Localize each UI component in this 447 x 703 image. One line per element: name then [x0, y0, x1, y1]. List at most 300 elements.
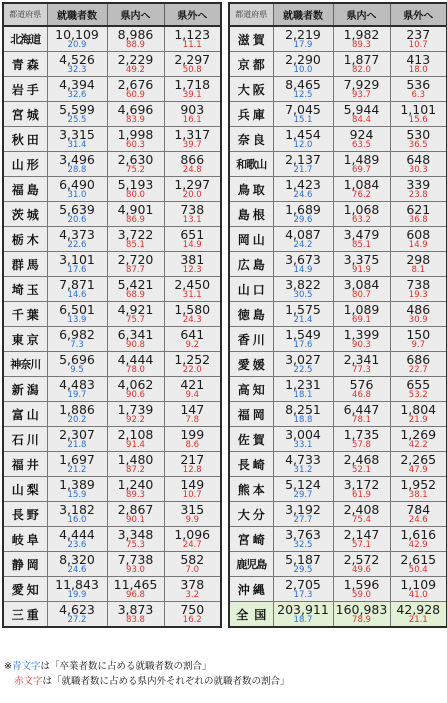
in-pref-value: 3,722: [117, 227, 154, 242]
in-pref-cell: [107, 227, 164, 252]
in-pref-percent: 90.8: [126, 340, 145, 350]
note-blue-word: 青文字: [11, 661, 41, 672]
out-pref-percent: 42.9: [408, 540, 428, 550]
table-row: [3, 77, 221, 102]
note-red-word: 赤文字: [14, 676, 43, 687]
table-row: [229, 177, 447, 202]
table-row: [229, 527, 447, 552]
out-pref-cell: [164, 427, 221, 452]
out-pref-cell: [164, 527, 221, 552]
in-pref-percent: 60.9: [126, 90, 145, 100]
out-pref-cell: [164, 352, 221, 377]
employed-percent: 21.7: [293, 165, 313, 175]
in-pref-percent: 80.7: [352, 290, 371, 300]
in-pref-cell: [333, 427, 390, 452]
out-pref-value: 536: [406, 77, 431, 92]
prefecture-cell: 長崎: [229, 452, 273, 477]
employed-value: 8,320: [59, 552, 95, 567]
in-pref-percent: 80.0: [126, 190, 145, 200]
in-pref-value: 4,696: [117, 102, 154, 117]
out-pref-value: 339: [406, 177, 431, 192]
in-pref-cell: [333, 527, 390, 552]
out-pref-percent: 36.5: [408, 140, 428, 150]
prefecture-cell: 山形: [3, 152, 47, 177]
employed-cell: [273, 377, 333, 402]
note-red-text: は「就職者数に占める県内外それぞれの就職者数の割合」: [42, 676, 290, 687]
employed-cell: [273, 477, 333, 502]
in-pref-value: 2,147: [343, 527, 380, 542]
in-pref-percent: 69.1: [352, 315, 371, 325]
in-pref-cell: [107, 502, 164, 527]
in-pref-value: 2,341: [343, 352, 380, 367]
out-pref-value: 298: [406, 252, 431, 267]
prefecture-cell: 愛媛: [229, 352, 273, 377]
employed-value: 1,697: [59, 452, 95, 467]
employed-cell: [273, 102, 333, 127]
out-pref-percent: 30.3: [408, 165, 428, 175]
table-row: [229, 502, 447, 527]
employed-cell: [47, 227, 107, 252]
employed-percent: 16.0: [67, 515, 87, 525]
in-pref-value: 11,465: [113, 577, 158, 592]
in-pref-percent: 77.3: [352, 365, 371, 375]
employed-percent: 14.9: [293, 265, 313, 275]
employed-value: 3,101: [59, 252, 95, 267]
table-row: [229, 402, 447, 427]
out-pref-value: 217: [180, 452, 205, 467]
employed-percent: 14.6: [67, 290, 87, 300]
employed-cell: [47, 527, 107, 552]
in-pref-cell: [107, 552, 164, 577]
notes: [4, 659, 444, 689]
employed-value: 8,251: [285, 402, 321, 417]
out-pref-cell: [164, 152, 221, 177]
employed-value: 2,290: [285, 52, 321, 67]
prefecture-cell: 新潟: [3, 377, 47, 402]
in-pref-percent: 63.2: [352, 215, 371, 225]
in-pref-value: 6,447: [343, 402, 380, 417]
in-pref-cell: [107, 52, 164, 77]
out-pref-percent: 22.0: [182, 365, 202, 375]
table-row: [3, 452, 221, 477]
out-pref-cell: [164, 52, 221, 77]
employed-value: 3,027: [285, 352, 321, 367]
in-pref-percent: 89.3: [352, 40, 371, 50]
in-pref-value: 1,084: [343, 177, 380, 192]
out-pref-value: 1,269: [400, 427, 437, 442]
out-pref-value: 1,297: [174, 177, 211, 192]
employed-percent: 24.6: [67, 565, 87, 575]
table-row: [3, 477, 221, 502]
employed-cell: [273, 527, 333, 552]
out-pref-cell: [164, 452, 221, 477]
in-pref-cell: [107, 102, 164, 127]
employed-value: 4,394: [59, 77, 95, 92]
prefecture-cell: 福岡: [229, 402, 273, 427]
out-pref-percent: 53.2: [408, 390, 428, 400]
prefecture-cell: 東京: [3, 327, 47, 352]
in-pref-cell: [107, 477, 164, 502]
out-pref-cell: [164, 552, 221, 577]
in-pref-percent: 52.1: [352, 465, 371, 475]
out-pref-percent: 23.8: [408, 190, 428, 200]
employed-value: 6,982: [59, 327, 95, 342]
out-pref-value: 2,615: [400, 552, 437, 567]
in-pref-cell: [333, 252, 390, 277]
out-pref-cell: [390, 77, 447, 102]
out-pref-percent: 41.0: [408, 590, 428, 600]
employed-value: 3,822: [285, 277, 321, 292]
prefecture-cell: 福井: [3, 452, 47, 477]
employed-percent: 21.2: [67, 465, 87, 475]
out-pref-cell: [164, 302, 221, 327]
employed-cell: [273, 352, 333, 377]
out-pref-value: 149: [180, 477, 205, 492]
table-row: [229, 427, 447, 452]
out-pref-value: 147: [180, 402, 205, 417]
out-pref-percent: 21.1: [408, 615, 428, 625]
prefecture-cell: 静岡: [3, 552, 47, 577]
prefecture-cell: 群馬: [3, 252, 47, 277]
in-pref-percent: 78.0: [126, 365, 145, 375]
out-pref-cell: [390, 177, 447, 202]
employed-cell: [273, 402, 333, 427]
out-pref-value: 2,265: [400, 452, 437, 467]
employed-cell: [47, 102, 107, 127]
prefecture-cell: 長野: [3, 502, 47, 527]
in-pref-value: 160,983: [335, 602, 388, 617]
employed-value: 4,526: [59, 52, 95, 67]
table-row: [3, 227, 221, 252]
out-pref-value: 738: [180, 202, 205, 217]
in-pref-value: 2,108: [117, 427, 154, 442]
in-pref-value: 2,720: [117, 252, 154, 267]
in-pref-value: 8,986: [117, 27, 154, 42]
in-pref-value: 6,341: [117, 327, 154, 342]
in-pref-value: 1,735: [343, 427, 380, 442]
employed-cell: [47, 177, 107, 202]
table-row: [3, 202, 221, 227]
table-row: [3, 502, 221, 527]
employed-cell: [47, 552, 107, 577]
out-pref-value: 903: [180, 102, 205, 117]
prefecture-cell: 秋田: [3, 127, 47, 152]
table-row: [3, 427, 221, 452]
in-pref-value: 2,630: [117, 152, 154, 167]
in-pref-cell: [107, 352, 164, 377]
employed-cell: [47, 127, 107, 152]
in-pref-value: 1,068: [343, 202, 380, 217]
out-pref-cell: [390, 577, 447, 602]
employed-percent: 31.0: [67, 190, 87, 200]
prefecture-cell: 滋賀: [229, 26, 273, 52]
out-pref-value: 651: [180, 227, 205, 242]
prefecture-cell: 山梨: [3, 477, 47, 502]
in-pref-percent: 90.6: [126, 390, 145, 400]
out-pref-percent: 31.1: [182, 290, 202, 300]
employed-value: 2,705: [285, 577, 321, 592]
prefecture-cell: 神奈川: [3, 352, 47, 377]
employed-percent: 7.3: [70, 340, 84, 350]
out-pref-value: 199: [180, 427, 205, 442]
table-row: [229, 102, 447, 127]
out-pref-cell: [164, 77, 221, 102]
out-pref-cell: [390, 277, 447, 302]
out-pref-percent: 16.1: [182, 115, 202, 125]
in-pref-value: 3,873: [117, 602, 154, 617]
employed-cell: [273, 177, 333, 202]
in-pref-percent: 88.9: [126, 40, 145, 50]
out-pref-percent: 8.1: [411, 265, 426, 275]
in-pref-value: 1,089: [343, 302, 380, 317]
table-row: [3, 527, 221, 552]
in-pref-cell: [107, 152, 164, 177]
in-pref-cell: [107, 577, 164, 602]
out-pref-cell: [164, 502, 221, 527]
in-pref-cell: [333, 102, 390, 127]
out-pref-percent: 13.1: [182, 215, 202, 225]
out-pref-cell: [164, 377, 221, 402]
in-pref-cell: [107, 452, 164, 477]
in-pref-value: 2,867: [117, 502, 154, 517]
employed-percent: 33.1: [293, 440, 313, 450]
in-pref-cell: [333, 127, 390, 152]
table-row: [229, 352, 447, 377]
out-pref-value: 1,252: [174, 352, 211, 367]
in-pref-percent: 78.9: [352, 615, 371, 625]
out-pref-cell: [390, 227, 447, 252]
employed-percent: 12.0: [293, 140, 313, 150]
employed-percent: 28.8: [67, 165, 87, 175]
prefecture-cell: 熊本: [229, 477, 273, 502]
in-pref-cell: [333, 452, 390, 477]
out-pref-value: 1,718: [174, 77, 211, 92]
prefecture-cell: 北海道: [3, 26, 47, 52]
out-pref-percent: 18.0: [408, 65, 428, 75]
out-pref-value: 530: [406, 127, 431, 142]
out-pref-cell: [390, 352, 447, 377]
employed-value: 4,733: [285, 452, 321, 467]
out-pref-cell: [390, 477, 447, 502]
out-pref-cell: [390, 302, 447, 327]
table-row: [3, 177, 221, 202]
out-pref-percent: 22.7: [408, 365, 428, 375]
out-pref-percent: 50.4: [408, 565, 428, 575]
table-row: [3, 327, 221, 352]
right-table: [228, 2, 447, 628]
out-pref-cell: [164, 577, 221, 602]
employed-value: 3,315: [59, 127, 95, 142]
table-row: [229, 377, 447, 402]
in-pref-cell: [107, 127, 164, 152]
header-employed: 就職者数: [273, 3, 333, 26]
prefecture-cell: 香川: [229, 327, 273, 352]
prefecture-cell: 広島: [229, 252, 273, 277]
out-pref-value: 582: [180, 552, 205, 567]
out-pref-value: 1,123: [174, 27, 211, 42]
out-pref-cell: [390, 127, 447, 152]
employed-cell: [47, 252, 107, 277]
in-pref-cell: [107, 202, 164, 227]
out-pref-value: 621: [406, 202, 431, 217]
out-pref-cell: [390, 527, 447, 552]
table-row: [229, 26, 447, 52]
in-pref-percent: 75.3: [126, 540, 145, 550]
employed-value: 1,454: [285, 127, 321, 142]
in-pref-percent: 86.9: [126, 215, 145, 225]
out-pref-value: 381: [180, 252, 205, 267]
table-row: [229, 252, 447, 277]
in-pref-cell: [333, 477, 390, 502]
in-pref-value: 2,468: [343, 452, 380, 467]
employed-percent: 10.0: [293, 65, 313, 75]
employed-value: 10,109: [55, 27, 99, 42]
employed-percent: 17.6: [67, 265, 87, 275]
employed-percent: 27.2: [67, 615, 87, 625]
in-pref-percent: 59.0: [352, 590, 371, 600]
out-pref-cell: [390, 52, 447, 77]
employed-value: 3,673: [285, 252, 321, 267]
employed-percent: 17.3: [293, 590, 313, 600]
employed-percent: 27.7: [293, 515, 313, 525]
in-pref-percent: 49.6: [352, 565, 371, 575]
in-pref-percent: 78.1: [352, 415, 371, 425]
out-pref-cell: [390, 252, 447, 277]
in-pref-percent: 57.8: [352, 440, 371, 450]
employed-value: 1,423: [285, 177, 321, 192]
header-out-pref: 県外へ: [390, 3, 447, 26]
prefecture-cell: 山口: [229, 277, 273, 302]
employed-cell: [273, 277, 333, 302]
out-pref-cell: [164, 602, 221, 628]
prefecture-cell: 宮城: [3, 102, 47, 127]
in-pref-cell: [333, 52, 390, 77]
out-pref-percent: 39.7: [182, 140, 202, 150]
out-pref-percent: 7.8: [185, 415, 200, 425]
in-pref-cell: [333, 352, 390, 377]
prefecture-cell: 兵庫: [229, 102, 273, 127]
prefecture-cell: 青森: [3, 52, 47, 77]
in-pref-percent: 90.1: [126, 515, 145, 525]
in-pref-percent: 84.4: [352, 115, 371, 125]
out-pref-percent: 7.0: [185, 565, 200, 575]
prefecture-cell: 富山: [3, 402, 47, 427]
in-pref-cell: [333, 26, 390, 52]
in-pref-percent: 49.2: [126, 65, 145, 75]
employed-percent: 29.5: [293, 565, 313, 575]
in-pref-cell: [333, 377, 390, 402]
out-pref-percent: 15.6: [408, 115, 428, 125]
out-pref-cell: [164, 127, 221, 152]
in-pref-percent: 85.1: [352, 240, 371, 250]
in-pref-cell: [107, 177, 164, 202]
table-row: [229, 152, 447, 177]
employed-cell: [273, 552, 333, 577]
employed-percent: 19.9: [67, 590, 87, 600]
employed-percent: 18.7: [293, 615, 313, 625]
in-pref-cell: [333, 202, 390, 227]
employed-value: 3,496: [59, 152, 95, 167]
employed-cell: [273, 127, 333, 152]
employed-percent: 17.9: [293, 40, 313, 50]
employed-value: 1,689: [285, 202, 321, 217]
employed-percent: 29.7: [293, 490, 313, 500]
prefecture-cell: 佐賀: [229, 427, 273, 452]
in-pref-cell: [333, 577, 390, 602]
table-row: [229, 277, 447, 302]
header-prefecture: 都道府県: [3, 3, 47, 26]
out-pref-value: 421: [180, 377, 205, 392]
employed-percent: 12.5: [293, 90, 313, 100]
table-row: [229, 477, 447, 502]
employed-cell: [273, 427, 333, 452]
out-pref-cell: [164, 477, 221, 502]
employed-value: 1,549: [285, 327, 321, 342]
out-pref-cell: [164, 202, 221, 227]
in-pref-cell: [333, 177, 390, 202]
in-pref-percent: 75.2: [126, 165, 145, 175]
header-employed: 就職者数: [47, 3, 107, 26]
table-row: [229, 202, 447, 227]
total-row: [229, 602, 447, 628]
employed-cell: [273, 602, 333, 628]
out-pref-percent: 8.6: [185, 440, 200, 450]
out-pref-percent: 6.3: [411, 90, 426, 100]
in-pref-cell: [107, 427, 164, 452]
employed-cell: [47, 52, 107, 77]
in-pref-cell: [333, 227, 390, 252]
out-pref-percent: 14.9: [182, 240, 202, 250]
out-pref-percent: 50.8: [182, 65, 202, 75]
out-pref-cell: [390, 202, 447, 227]
in-pref-percent: 92.2: [126, 415, 145, 425]
out-pref-cell: [390, 502, 447, 527]
in-pref-value: 1,480: [117, 452, 154, 467]
in-pref-cell: [107, 252, 164, 277]
out-pref-cell: [164, 277, 221, 302]
out-pref-percent: 11.1: [182, 40, 202, 50]
out-pref-cell: [390, 327, 447, 352]
employed-cell: [47, 377, 107, 402]
prefecture-cell: 福島: [3, 177, 47, 202]
out-pref-value: 1,109: [400, 577, 437, 592]
employed-cell: [273, 302, 333, 327]
employed-value: 2,137: [285, 152, 321, 167]
out-pref-value: 1,804: [400, 402, 437, 417]
prefecture-cell: 岡山: [229, 227, 273, 252]
out-pref-cell: [390, 452, 447, 477]
in-pref-percent: 87.2: [126, 465, 145, 475]
out-pref-value: 1,580: [174, 302, 211, 317]
employed-percent: 20.2: [67, 415, 87, 425]
employed-value: 1,575: [285, 302, 321, 317]
out-pref-value: 750: [180, 602, 205, 617]
table-row: [229, 77, 447, 102]
employed-value: 3,004: [285, 427, 321, 442]
employed-value: 5,187: [285, 552, 321, 567]
employed-cell: [273, 327, 333, 352]
employed-cell: [273, 502, 333, 527]
out-pref-percent: 10.7: [182, 490, 202, 500]
out-pref-cell: [164, 402, 221, 427]
table-row: [3, 127, 221, 152]
prefecture-cell: 徳島: [229, 302, 273, 327]
out-pref-value: 237: [406, 27, 431, 42]
in-pref-cell: [333, 152, 390, 177]
employed-cell: [273, 452, 333, 477]
prefecture-cell: 埼玉: [3, 277, 47, 302]
out-pref-percent: 24.8: [182, 165, 202, 175]
